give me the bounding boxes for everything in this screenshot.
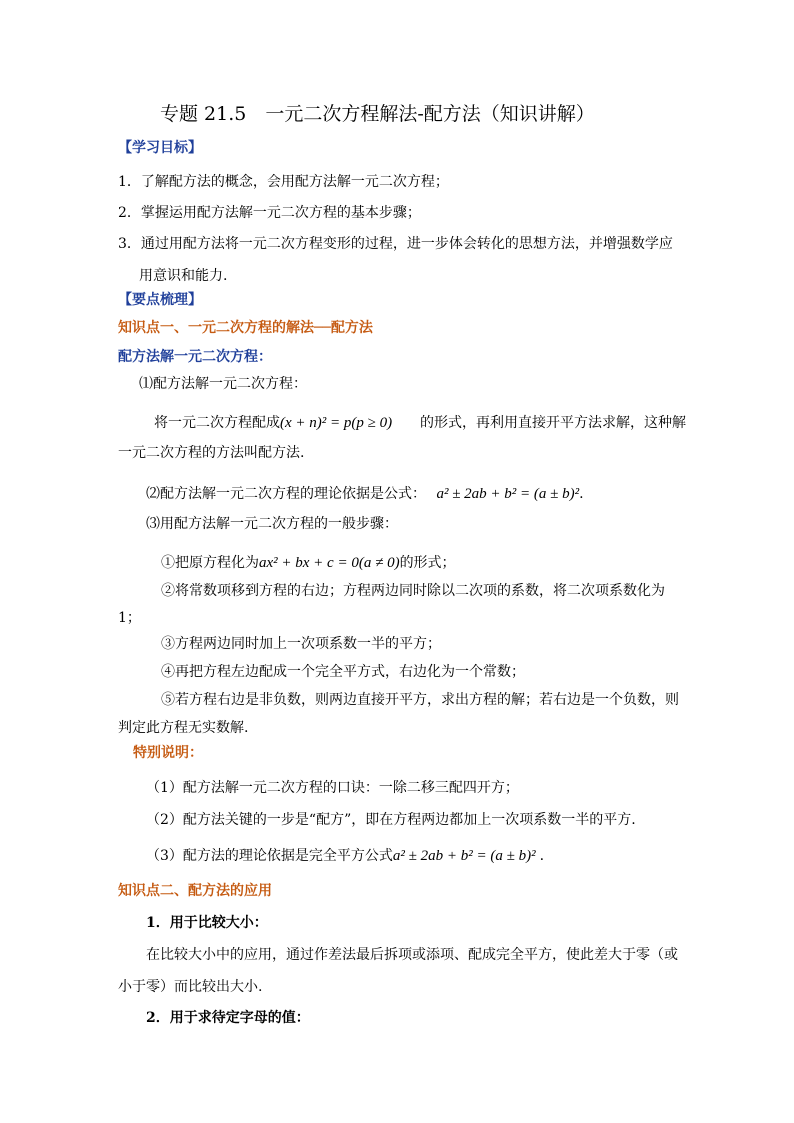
step-5-line2: 判定此方程无实数解. — [118, 720, 249, 736]
step-5-line1: ⑤若方程右边是非负数，则两边直接开平方，求出方程的解；若右边是一个负数，则 — [161, 692, 679, 708]
step-2-line1: ②将常数项移到方程的右边；方程两边同时除以二次项的系数，将二次项系数化为 — [161, 583, 665, 599]
text-span: . — [579, 486, 584, 502]
knowledge-point-2-heading: 知识点二、配方法的应用 — [118, 883, 272, 899]
application-2-heading: 2．用于求待定字母的值： — [146, 1010, 310, 1026]
text-span: 的形式； — [399, 555, 456, 571]
goal-item-3-cont: 用意识和能力. — [139, 268, 228, 284]
step-4: ④再把方程左边配成一个完全平方式，右边化为一个常数； — [161, 664, 525, 680]
goals-heading: 【学习目标】 — [118, 140, 202, 156]
text-span: （3）配方法的理论依据是完全平方公式 — [146, 848, 393, 864]
text-span: ⑵配方法解一元二次方程的理论依据是公式： — [146, 486, 426, 502]
note-1: （1）配方法解一元二次方程的口诀：一除二移三配四开方； — [146, 780, 519, 796]
square-formula: a² ± 2ab + b² = (a ± b)² — [392, 848, 536, 864]
square-formula: a² ± 2ab + b² = (a ± b)² — [436, 486, 580, 502]
completed-square-formula: (x + n)² = p(p ≥ 0) — [280, 415, 393, 431]
knowledge-point-1-heading: 知识点一、一元二次方程的解法──配方法 — [118, 320, 373, 336]
step-2-line2: 1； — [118, 610, 141, 626]
text-span: ①把原方程化为 — [161, 555, 259, 571]
application-1-line2: 小于零）而比较出大小. — [118, 979, 263, 995]
point-1-label: ⑴配方法解一元二次方程： — [139, 376, 307, 392]
note-3 — [146, 846, 544, 866]
application-1-heading: 1．用于比较大小： — [146, 915, 268, 931]
standard-form-formula: ax² + bx + c = 0(a ≠ 0) — [259, 555, 400, 571]
point-1-line1 — [154, 413, 686, 433]
method-subheading: 配方法解一元二次方程： — [118, 349, 272, 365]
special-note-heading: 特别说明： — [133, 745, 203, 761]
points-heading: 【要点梳理】 — [118, 292, 202, 308]
step-1 — [161, 553, 456, 573]
point-1-line2: 一元二次方程的方法叫配方法. — [118, 445, 305, 461]
point-2-line — [146, 484, 584, 504]
goal-item-2: 2．掌握运用配方法解一元二次方程的基本步骤； — [118, 205, 421, 221]
application-1-line1: 在比较大小中的应用，通过作差法最后拆项或添项、配成完全平方，使此差大于零（或 — [146, 947, 678, 963]
page-title: 专题 21.5 一元二次方程解法-配方法（知识讲解） — [160, 103, 595, 125]
note-2: （2）配方法关键的一步是“配方”，即在方程两边都加上一次项系数一半的平方. — [146, 812, 636, 828]
step-3: ③方程两边同时加上一次项系数一半的平方； — [161, 636, 441, 652]
text-span: 的形式，再利用直接开平方法求解，这种解 — [420, 415, 686, 431]
text-span: . — [539, 848, 545, 864]
point-3-label: ⑶用配方法解一元二次方程的一般步骤： — [146, 516, 398, 532]
goal-item-1: 1．了解配方法的概念，会用配方法解一元二次方程； — [118, 174, 449, 190]
text-span: 将一元二次方程配成 — [154, 415, 280, 431]
goal-item-3: 3．通过用配方法将一元二次方程变形的过程，进一步体会转化的思想方法，并增强数学应 — [118, 236, 673, 252]
